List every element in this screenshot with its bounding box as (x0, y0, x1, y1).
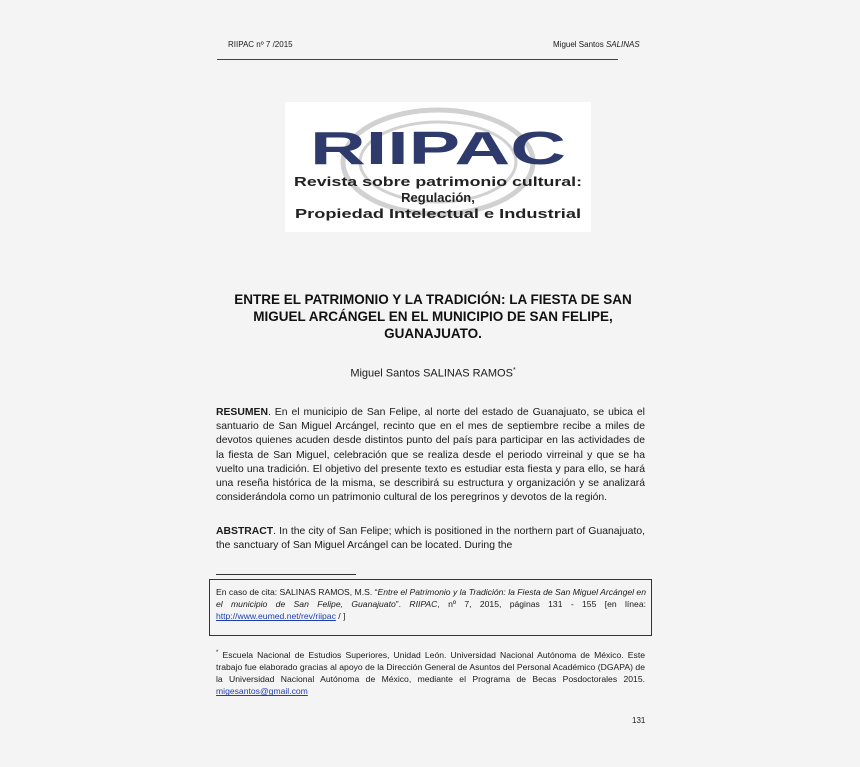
citation-url-link[interactable]: http://www.eumed.net/rev/riipac (216, 611, 336, 622)
citation-prefix: En caso de cita: SALINAS RAMOS, M.S. “ (216, 587, 378, 597)
abstract-heading: ABSTRACT (216, 526, 274, 537)
abstract-text: . In the city of San Felipe; which is positioned in the northern part of Guanajuato, the sanctuary of San Miguel Arcángel can be located. During the (216, 526, 645, 552)
author-footnote-mark: * (512, 367, 516, 374)
resumen-paragraph (216, 406, 645, 505)
citation-box (209, 579, 652, 636)
footnote-text: Escuela Nacional de Estudios Superiores, Unidad León. Universidad Nacional Autónoma de México. Este trabajo fue elaborado gracias al apoyo de la Dirección General de Asuntos del Personal Académico (DGAPA) de la Universidad Nacional Autónoma de México, mediante el Programa de Becas Posdoctorales 2015. (216, 649, 645, 685)
affiliation-footnote (216, 647, 645, 698)
resumen-text: . En el municipio de San Felipe, al norte del estado de Guanajuato, se ubica el santuario de San Miguel Arcángel, recinto que en el mes de septiembre recibe a miles de devotos quienes acuden desde distintos punto del país para participar en las actividades de la fiesta de San Miguel, celebración que se realiza desde el periodo virreinal y que se ha vuelto una tradición. El objetivo del presente texto es estudiar esta fiesta y para ello, se hará una reseña histórica de la misma, se describirá su estructura y organización y se analizará considerándola como un patrimonio cultural de los peregrinos y devotos de la región. (216, 407, 645, 504)
citation-details: , nº 7, 2015, páginas 131 - 155 [en línea: (437, 599, 647, 610)
logo-tagline-3: Propiedad Intelectual e Industrial (295, 206, 581, 221)
resumen-heading: RESUMEN (216, 407, 268, 418)
header-author-name: Miguel Santos (553, 40, 604, 49)
logo-wordmark: RIIPAC (310, 122, 566, 174)
citation-title: Entre el Patrimonio y la Tradición: la Fiesta de San Miguel Arcángel en el municipio de San Felipe, Guanajuato (216, 587, 646, 610)
citation-end: / ] (335, 611, 346, 622)
footnote-rule (216, 574, 356, 575)
journal-logo (285, 102, 591, 232)
journal-logo-graphic (285, 102, 591, 232)
article-author (216, 367, 650, 380)
author-email-link[interactable]: migesantos@gmail.com (216, 686, 308, 697)
logo-tagline-2: Regulación, (401, 190, 475, 205)
article-title: ENTRE EL PATRIMONIO Y LA TRADICIÓN: LA FIESTA DE SAN MIGUEL ARCÁNGEL EN EL MUNICIPIO DE SAN FELIPE, GUANAJUATO. (234, 292, 632, 341)
logo-tagline-1: Revista sobre patrimonio cultural: (294, 174, 582, 189)
running-header-left: RIIPAC nº 7 /2015 (228, 40, 293, 49)
header-rule (217, 59, 618, 60)
author-name: Miguel Santos SALINAS RAMOS (350, 367, 513, 380)
header-author-surname: SALINAS (605, 40, 640, 49)
citation-mid: ”. (395, 599, 410, 610)
citation-journal: RIIPAC (409, 599, 438, 610)
footnote-mark: * (216, 650, 219, 656)
page-number: 131 (632, 716, 646, 725)
abstract-paragraph (216, 525, 645, 553)
running-header-right (553, 40, 640, 49)
